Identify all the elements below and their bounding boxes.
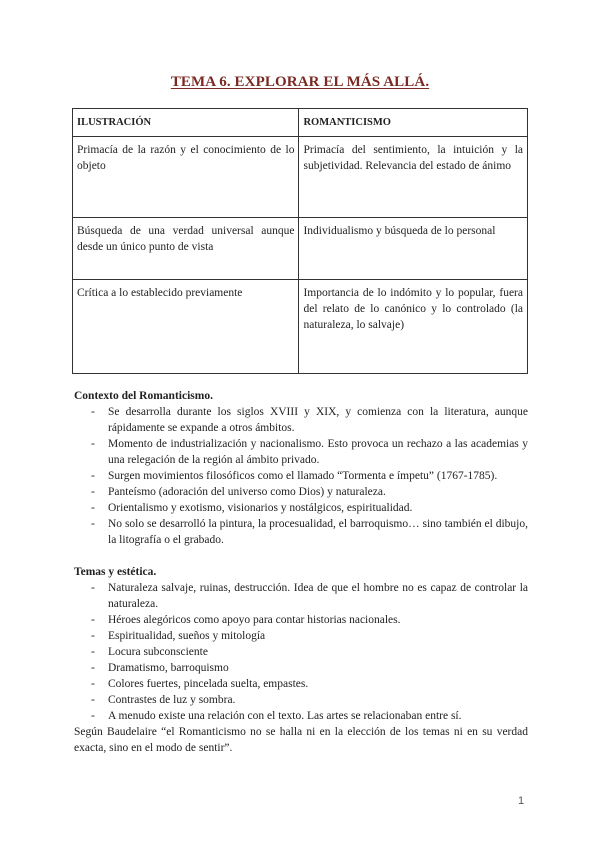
dash-bullet-icon: - xyxy=(91,518,95,530)
list-item-text: Espiritualidad, sueños y mitología xyxy=(108,630,266,642)
section-temas xyxy=(74,564,528,756)
list-item-text: Dramatismo, barroquismo xyxy=(108,662,229,674)
list-item-text: Naturaleza salvaje, ruinas, destrucción. Idea de que el hombre no es capaz de controlar la naturaleza. xyxy=(108,582,528,610)
table-cell: Crítica a lo establecido previamente xyxy=(73,280,299,374)
dash-bullet-icon: - xyxy=(91,630,95,642)
list-item-text: No solo se desarrolló la pintura, la procesualidad, el barroquismo… sino también el dibujo, la litografía o el grabado. xyxy=(108,518,528,546)
list-item-text: Héroes alegóricos como apoyo para contar historias nacionales. xyxy=(108,614,401,626)
list-item xyxy=(74,404,528,436)
list-item-text: Orientalismo y exotismo, visionarios y nostálgicos, espiritualidad. xyxy=(108,502,413,514)
list-item-text: Colores fuertes, pincelada suelta, empastes. xyxy=(108,678,309,690)
dash-bullet-icon: - xyxy=(91,662,95,674)
dash-bullet-icon: - xyxy=(91,646,95,658)
list-item xyxy=(74,644,528,660)
dash-bullet-icon: - xyxy=(91,406,95,418)
table-cell: Búsqueda de una verdad universal aunque desde un único punto de vista xyxy=(73,218,299,280)
table-header-row xyxy=(73,109,528,137)
table-cell: Primacía del sentimiento, la intuición y la subjetividad. Relevancia del estado de ánimo xyxy=(299,137,528,218)
dash-bullet-icon: - xyxy=(91,694,95,706)
list-item-text: Surgen movimientos filosóficos como el llamado “Tormenta e ímpetu” (1767-1785). xyxy=(108,470,498,482)
page-number: 1 xyxy=(518,795,525,807)
list-item xyxy=(74,676,528,692)
table-row xyxy=(73,137,528,218)
list-item xyxy=(74,692,528,708)
dash-bullet-icon: - xyxy=(91,502,95,514)
list-item-text: Contrastes de luz y sombra. xyxy=(108,694,236,706)
list-item xyxy=(74,436,528,468)
dash-bullet-icon: - xyxy=(91,614,95,626)
list-item xyxy=(74,612,528,628)
list-item xyxy=(74,628,528,644)
section-heading: Contexto del Romanticismo. xyxy=(74,390,213,402)
dash-bullet-icon: - xyxy=(91,678,95,690)
bullet-list xyxy=(74,404,528,548)
list-item xyxy=(74,468,528,484)
document-title: TEMA 6. EXPLORAR EL MÁS ALLÁ. xyxy=(170,74,430,90)
dash-bullet-icon: - xyxy=(91,470,95,482)
dash-bullet-icon: - xyxy=(91,582,95,594)
comparison-table xyxy=(72,108,528,374)
list-item-text: Locura subconsciente xyxy=(108,646,208,658)
table-header-ilustracion: ILUSTRACIÓN xyxy=(73,109,299,137)
dash-bullet-icon: - xyxy=(91,486,95,498)
section-heading: Temas y estética. xyxy=(74,566,157,578)
baudelaire-quote: Según Baudelaire “el Romanticismo no se halla ni en la elección de los temas ni en su verdad exacta, sino en el modo de sentir”. xyxy=(74,726,528,754)
dash-bullet-icon: - xyxy=(91,438,95,450)
table-row xyxy=(73,280,528,374)
table-cell: Importancia de lo indómito y lo popular, fuera del relato de lo canónico y lo controlado (la naturaleza, lo salvaje) xyxy=(299,280,528,374)
table-header-romanticismo: ROMANTICISMO xyxy=(299,109,528,137)
list-item-text: A menudo existe una relación con el texto. Las artes se relacionaban entre sí. xyxy=(108,710,462,722)
section-contexto xyxy=(74,388,528,548)
list-item xyxy=(74,500,528,516)
list-item-text: Momento de industrialización y nacionalismo. Esto provoca un rechazo a las academias y una relegación de la región al ámbito privado. xyxy=(108,438,528,466)
list-item xyxy=(74,660,528,676)
list-item-text: Se desarrolla durante los siglos XVIII y XIX, y comienza con la literatura, aunque rápidamente se expande a otros ámbitos. xyxy=(108,406,528,434)
list-item xyxy=(74,484,528,500)
table-cell: Individualismo y búsqueda de lo personal xyxy=(299,218,528,280)
table-row xyxy=(73,218,528,280)
dash-bullet-icon: - xyxy=(91,710,95,722)
list-item xyxy=(74,708,528,724)
table-cell: Primacía de la razón y el conocimiento de lo objeto xyxy=(73,137,299,218)
bullet-list xyxy=(74,580,528,724)
list-item xyxy=(74,580,528,612)
list-item-text: Panteísmo (adoración del universo como Dios) y naturaleza. xyxy=(108,486,386,498)
list-item xyxy=(74,516,528,548)
